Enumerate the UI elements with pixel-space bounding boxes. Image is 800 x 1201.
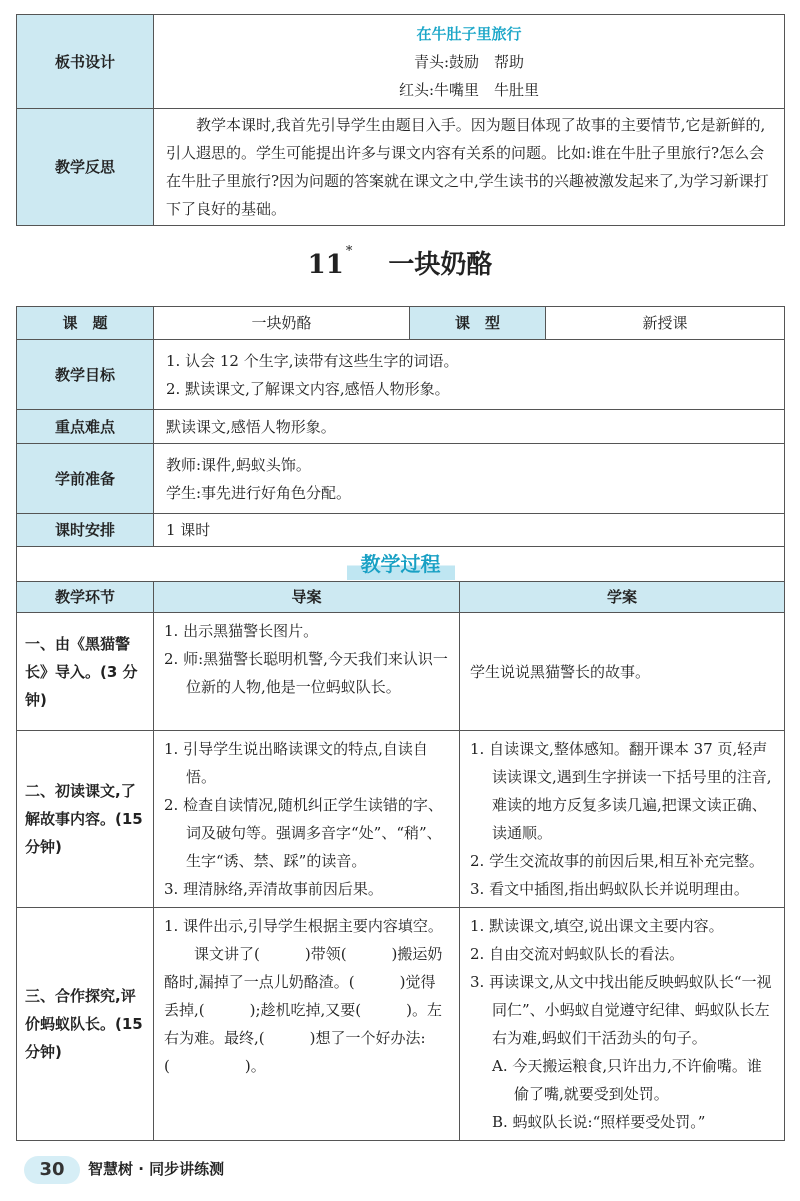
process-title-text: 教学过程 [347, 548, 455, 580]
guide-fill-blank: 课文讲了( )带领( )搬运奶酪时,漏掉了一点儿奶酪渣。( )觉得丢掉,( );趁机吃掉,又要( )。左右为难。最终,( )想了一个好办法:( )。 [164, 945, 443, 1075]
topic-row [17, 307, 785, 340]
header-phase: 教学环节 [17, 582, 154, 613]
study-item: 2. 学生交流故事的前因后果,相互补充完整。 [470, 852, 764, 870]
focus-row [17, 410, 785, 444]
goals-row [17, 340, 785, 410]
study-subitem: B. 蚂蚁队长说:“照样要受处罚。” [492, 1113, 706, 1131]
phase-3: 三、合作探究,评价蚂蚁队长。(15 分钟) [17, 908, 154, 1141]
header-study: 学案 [460, 582, 785, 613]
time-value: 1 课时 [154, 514, 785, 547]
prep-row [17, 444, 785, 514]
study-item: 学生说说黑猫警长的故事。 [470, 662, 651, 681]
reflection-paragraph: 教学本课时,我首先引导学生由题目入手。因为题目体现了故事的主要情节,它是新鲜的,引人遐思的。学生可能提出许多与课文内容有关系的问题。比如:谁在牛肚子里旅行?怎么会在牛肚子里旅行?因为问题的答案就在课文之中,学生读书的兴趣被激发起来了,为学习新课打下了良好的基础。 [166, 116, 769, 218]
lesson-title [0, 244, 800, 284]
goals-content [154, 340, 785, 410]
study-2 [460, 731, 785, 908]
study-item: 2. 自由交流对蚂蚁队长的看法。 [470, 945, 685, 963]
lesson-star: * [345, 244, 353, 259]
process-title [17, 547, 785, 582]
goal-item: 2. 默读课文,了解课文内容,感悟人物形象。 [166, 379, 450, 398]
guide-item: 1. 引导学生说出略读课文的特点,自读自悟。 [164, 740, 428, 786]
guide-item: 1. 出示黑猫警长图片。 [164, 622, 319, 640]
study-3 [460, 908, 785, 1141]
time-row [17, 514, 785, 547]
study-item: 3. 看文中插图,指出蚂蚁队长并说明理由。 [470, 880, 749, 898]
type-value: 新授课 [546, 307, 785, 340]
prep-content [154, 444, 785, 514]
focus-value: 默读课文,感悟人物形象。 [154, 410, 785, 444]
board-line-2: 红头:牛嘴里 牛肚里 [398, 80, 540, 99]
study-item: 1. 自读课文,整体感知。翻开课本 37 页,轻声读读课文,遇到生字拼读一下括号里的注音,难读的地方反复多读几遍,把课文读正确、读通顺。 [470, 740, 772, 842]
board-content [154, 15, 785, 109]
board-reflection-table [16, 14, 785, 226]
study-item: 1. 默读课文,填空,说出课文主要内容。 [470, 917, 724, 935]
process-header-row [17, 582, 785, 613]
guide-3 [154, 908, 460, 1141]
guide-item: 3. 理清脉络,弄清故事前因后果。 [164, 880, 383, 898]
reflection-text [154, 109, 785, 226]
lesson-plan-table [16, 306, 785, 1141]
board-title: 在牛肚子里旅行 [416, 24, 522, 43]
book-title: 智慧树 · 同步讲练测 [88, 1160, 225, 1178]
guide-1 [154, 613, 460, 731]
process-row-2 [17, 731, 785, 908]
topic-value: 一块奶酪 [154, 307, 410, 340]
board-row [17, 15, 785, 109]
header-guide: 导案 [154, 582, 460, 613]
prep-item: 教师:课件,蚂蚁头饰。 [166, 455, 311, 474]
guide-item: 2. 检查自读情况,随机纠正学生读错的字、词及破句等。强调多音字“处”、“稍”、生字“诱、禁、踩”的读音。 [164, 796, 443, 870]
process-row-3 [17, 908, 785, 1141]
reflection-label: 教学反思 [17, 109, 154, 226]
guide-2 [154, 731, 460, 908]
page-number: 30 [24, 1156, 80, 1184]
study-subitem: A. 今天搬运粮食,只许出力,不许偷嘴。谁偷了嘴,就要受到处罚。 [492, 1057, 762, 1103]
lesson-name: 一块奶酪 [388, 250, 493, 280]
goal-item: 1. 认会 12 个生字,读带有这些生字的词语。 [166, 351, 459, 370]
study-1 [460, 613, 785, 731]
reflection-row [17, 109, 785, 226]
focus-label: 重点难点 [17, 410, 154, 444]
phase-1: 一、由《黑猫警长》导入。(3 分钟) [17, 613, 154, 731]
prep-label: 学前准备 [17, 444, 154, 514]
time-label: 课时安排 [17, 514, 154, 547]
process-row-1 [17, 613, 785, 731]
type-label: 课 型 [410, 307, 546, 340]
process-title-row [17, 547, 785, 582]
prep-item: 学生:事先进行好角色分配。 [166, 483, 352, 502]
topic-label: 课 题 [17, 307, 154, 340]
study-item: 3. 再读课文,从文中找出能反映蚂蚁队长“一视同仁”、小蚂蚁自觉遵守纪律、蚂蚁队长左右为难,蚂蚁们干活劲头的句子。 [470, 973, 772, 1047]
board-label: 板书设计 [17, 15, 154, 109]
lesson-number: 11 [307, 250, 344, 280]
phase-2: 二、初读课文,了解故事内容。(15 分钟) [17, 731, 154, 908]
goals-label: 教学目标 [17, 340, 154, 410]
board-line-1: 青头:鼓励 帮助 [413, 52, 525, 71]
page-footer [14, 1152, 414, 1188]
guide-item: 2. 师:黑猫警长聪明机警,今天我们来认识一位新的人物,他是一位蚂蚁队长。 [164, 650, 448, 696]
guide-item: 1. 课件出示,引导学生根据主要内容填空。 [164, 917, 443, 935]
